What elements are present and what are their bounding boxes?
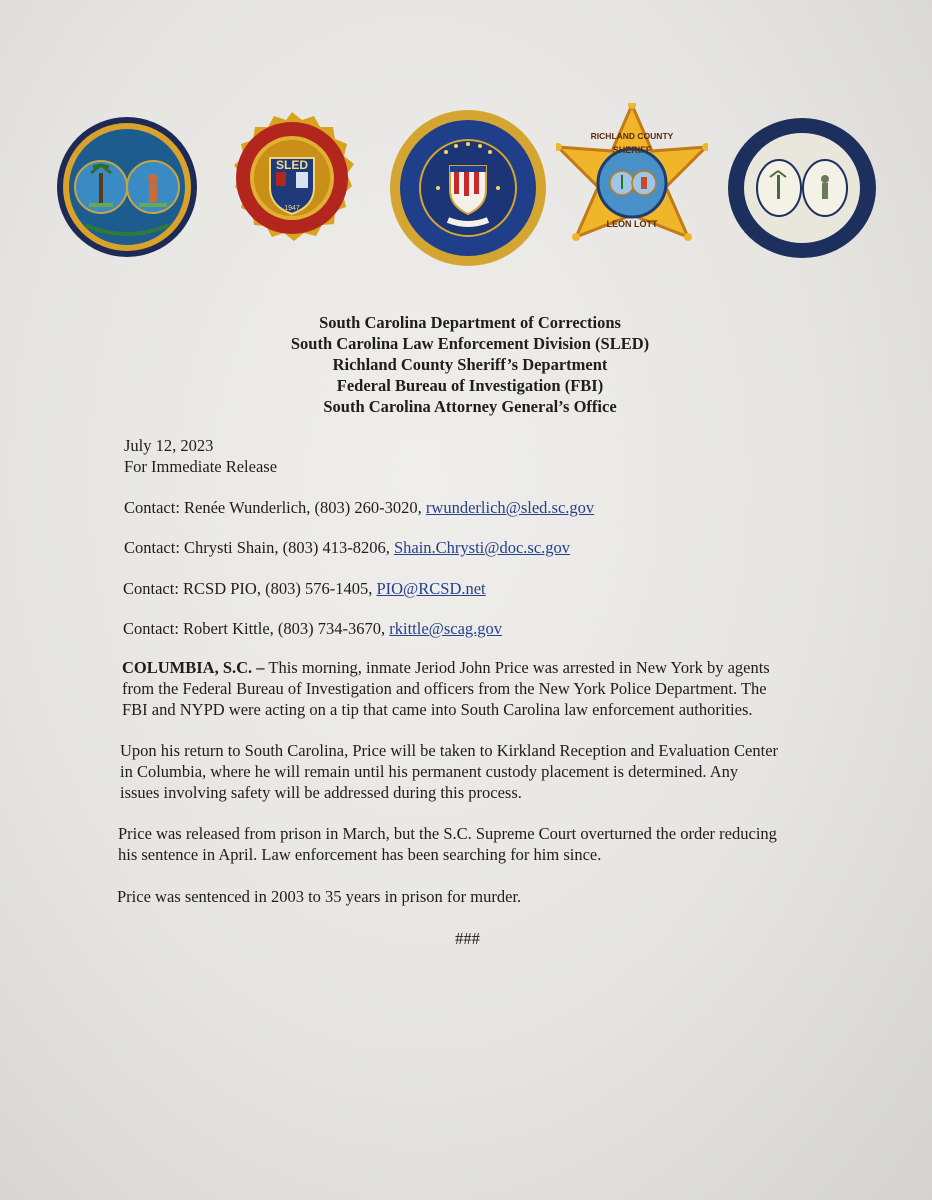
paragraph-line: This morning, inmate Jeriod John Price was arrested in New York by agents — [264, 658, 770, 677]
body-paragraph-4: Price was sentenced in 2003 to 35 years in prison for murder. — [117, 887, 522, 906]
richland-sheriff-star-icon — [556, 103, 708, 271]
agency-heading — [0, 312, 932, 417]
body-paragraph-1 — [122, 657, 770, 720]
agency-line: South Carolina Attorney General’s Office — [323, 397, 617, 416]
release-date: July 12, 2023 — [124, 436, 214, 455]
paragraph-line: issues involving safety will be addressed during this process. — [120, 783, 522, 802]
sc-corrections-seal-icon — [55, 115, 199, 259]
dateline: COLUMBIA, S.C. – — [122, 658, 265, 677]
contact-line — [124, 497, 594, 518]
contact-line — [123, 618, 502, 639]
contact-details: Contact: Renée Wunderlich, (803) 260-3020, — [124, 498, 426, 517]
paragraph-line: Upon his return to South Carolina, Price will be taken to Kirkland Reception and Evaluation Center — [120, 741, 779, 760]
release-date-block — [124, 435, 277, 477]
agency-line: South Carolina Department of Corrections — [319, 313, 621, 332]
body-paragraph-3 — [118, 823, 777, 865]
sled-badge-icon — [210, 110, 375, 270]
sled-badge-year: 1947 — [284, 205, 300, 212]
fbi-seal-icon — [388, 108, 548, 268]
sheriff-star-title: SHERIFF — [612, 145, 652, 155]
paragraph-line: in Columbia, where he will remain until his permanent custody placement is determined. Any — [120, 762, 739, 781]
end-mark: ### — [455, 929, 480, 948]
sled-badge-name: SLED — [275, 158, 309, 172]
contact-details: Contact: Chrysti Shain, (803) 413-8206, — [124, 538, 394, 557]
contact-email-link[interactable]: PIO@RCSD.net — [376, 579, 486, 598]
paragraph-line: his sentence in April. Law enforcement has been searching for him since. — [118, 845, 602, 864]
agency-line: South Carolina Law Enforcement Division (SLED) — [290, 334, 650, 353]
paragraph-line: from the Federal Bureau of Investigation and officers from the New York Police Department. The — [122, 679, 767, 698]
contact-line — [124, 537, 570, 558]
sheriff-star-county: RICHLAND COUNTY — [590, 131, 674, 141]
paragraph-line: Price was released from prison in March, but the S.C. Supreme Court overturned the order reducing — [118, 824, 777, 843]
agency-line: Federal Bureau of Investigation (FBI) — [336, 376, 604, 395]
body-paragraph-2 — [120, 740, 778, 803]
contact-details: Contact: RCSD PIO, (803) 576-1405, — [123, 579, 377, 598]
release-type: For Immediate Release — [124, 457, 278, 476]
sheriff-star-name: LEON LOTT — [606, 219, 658, 229]
contact-line — [123, 578, 486, 599]
contact-details: Contact: Robert Kittle, (803) 734-3670, — [123, 619, 390, 638]
attorney-general-seal-icon — [727, 117, 877, 259]
contact-email-link[interactable]: Shain.Chrysti@doc.sc.gov — [393, 538, 571, 557]
contact-email-link[interactable]: rkittle@scag.gov — [389, 619, 503, 638]
agency-line: Richland County Sheriff’s Department — [332, 355, 608, 374]
paragraph-line: FBI and NYPD were acting on a tip that came into South Carolina law enforcement authorities. — [122, 700, 753, 719]
contact-email-link[interactable]: rwunderlich@sled.sc.gov — [425, 498, 595, 517]
